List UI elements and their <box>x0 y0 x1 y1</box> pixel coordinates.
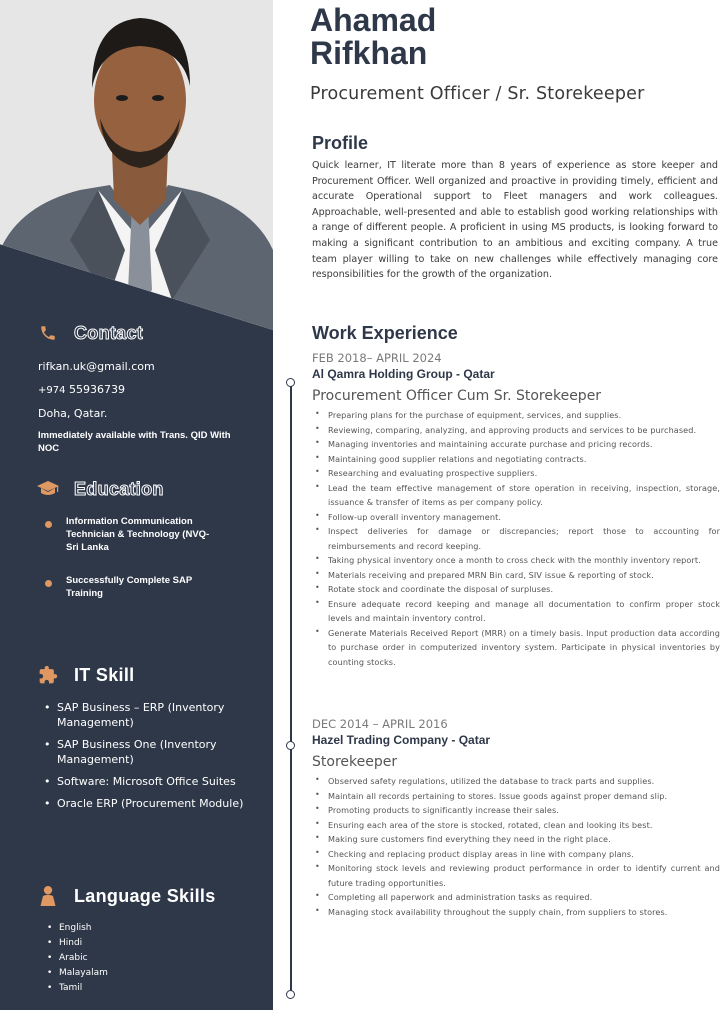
timeline-dot <box>286 378 295 387</box>
list-item: • Promoting products to significantly increase their sales. <box>312 803 720 818</box>
list-item: • Managing stock availability throughout the supply chain, from suppliers to stores. <box>312 905 720 920</box>
contact-title: Contact <box>74 322 144 343</box>
list-item: • Tamil <box>59 981 273 996</box>
list-item: • Rotate stock and coordinate the disposal of surpluses. <box>312 582 720 597</box>
contact-section <box>0 322 273 455</box>
list-item: • Maintaining good supplier relations and negotiating contracts. <box>312 452 720 467</box>
list-item: • Ensure adequate record keeping and manage all documentation to confirm proper stock levels and maintain inventory control. <box>312 597 720 626</box>
work-experience-heading: Work Experience <box>312 323 458 343</box>
profile-photo <box>0 0 273 330</box>
education-section <box>0 478 273 600</box>
list-item: • English <box>59 921 273 936</box>
list-item: • Making sure customers find everything they need in the right place. <box>312 832 720 847</box>
list-item: • Preparing plans for the purchase of equipment, services, and supplies. <box>312 408 720 423</box>
job-company: Hazel Trading Company - Qatar <box>312 733 491 747</box>
timeline-dot <box>286 990 295 999</box>
phone-icon <box>36 322 60 344</box>
contact-heading <box>36 322 273 344</box>
language-list <box>0 921 273 996</box>
it-skill-heading <box>36 664 273 686</box>
list-item: • Maintain all records pertaining to stores. Issue goods against proper demand slip. <box>312 789 720 804</box>
list-item: • Generate Materials Received Report (MRR) on a timely basis. Input production data according to purchase order in computerized inventory system. Participate in physical inventories by counting stocks. <box>312 626 720 670</box>
list-item: • Malayalam <box>59 966 273 981</box>
education-heading <box>36 478 273 500</box>
list-item: • Software: Microsoft Office Suites <box>57 774 247 789</box>
contact-phone[interactable] <box>38 382 273 398</box>
list-item: • Follow-up overall inventory management. <box>312 510 720 525</box>
job-dates: DEC 2014 – APRIL 2016 <box>312 717 448 731</box>
job-entry <box>312 350 720 669</box>
list-item: • Researching and evaluating prospective suppliers. <box>312 466 720 481</box>
language-title: Language Skills <box>74 885 216 906</box>
language-section <box>0 885 273 996</box>
it-skill-section <box>0 664 273 818</box>
list-item: • Completing all paperwork and administration tasks as required. <box>312 890 720 905</box>
list-item: • Lead the team effective management of store operation in receiving, inspection, storage, issuance & transfer of items as per company policy. <box>312 481 720 510</box>
availability-note: Immediately available with Trans. QID With NOC <box>38 430 231 454</box>
name-last: Rifkhan <box>310 35 428 71</box>
puzzle-icon <box>36 664 60 686</box>
job-duties <box>312 408 720 669</box>
profile-text: Quick learner, IT literate more than 8 years of experience as store keeper and Procurement Officer. Well organized and proactive in providing timely, efficient and accurate Operational support to Fleet managers and work colleagues. Approachable, well-presented and able to establish good working relationships with a range of different people. A proficient in using MS products, is looking forward to making a significant contribution to an ambitious and exciting company. A true team player willing to take on new challenges while effectively managing core responsibilities for the growth of the organization. <box>312 160 718 281</box>
list-item: • SAP Business – ERP (Inventory Management) <box>57 700 247 730</box>
job-role: Procurement Officer / Sr. Storekeeper <box>310 84 645 104</box>
language-heading <box>36 885 273 907</box>
job-dates: FEB 2018– APRIL 2024 <box>312 351 442 365</box>
job-title: Storekeeper <box>312 754 398 770</box>
education-item: Successfully Complete SAP Training <box>66 574 216 600</box>
job-company: Al Qamra Holding Group - Qatar <box>312 367 495 381</box>
list-item: • Inspect deliveries for damage or discrepancies; report those to accounting for reimbursements and record keeping. <box>312 524 720 553</box>
list-item: • Oracle ERP (Procurement Module) <box>57 796 247 811</box>
list-item: • SAP Business One (Inventory Management) <box>57 737 247 767</box>
job-title: Procurement Officer Cum Sr. Storekeeper <box>312 388 602 404</box>
graduation-cap-icon <box>36 478 60 500</box>
timeline-line <box>290 383 292 993</box>
job-entry <box>312 716 720 919</box>
timeline-dot <box>286 741 295 750</box>
it-skill-list <box>0 700 273 811</box>
list-item: • Reviewing, comparing, analyzing, and approving products and services to be purchased. <box>312 423 720 438</box>
phone-number: 55936739 <box>68 383 125 396</box>
candidate-name <box>310 4 436 70</box>
list-item: • Checking and replacing product display areas in line with company plans. <box>312 847 720 862</box>
education-item: Information Communication Technician & Technology (NVQ-Sri Lanka <box>66 515 216 554</box>
contact-location: Doha, Qatar. <box>38 407 108 420</box>
person-icon <box>36 885 60 907</box>
list-item: • Monitoring stock levels and reviewing product performance in order to identify current and future trading opportunities. <box>312 861 720 890</box>
job-duties <box>312 774 720 919</box>
it-skill-title: IT Skill <box>74 664 135 685</box>
list-item: • Managing inventories and maintaining accurate purchase and pricing records. <box>312 437 720 452</box>
list-item: • Taking physical inventory once a month to cross check with the monthly inventory report. <box>312 553 720 568</box>
list-item: • Arabic <box>59 951 273 966</box>
education-title: Education <box>74 478 164 499</box>
sidebar <box>0 0 273 1010</box>
list-item: • Ensuring each area of the store is stocked, rotated, clean and looking its best. <box>312 818 720 833</box>
list-item: • Observed safety regulations, utilized the database to track parts and supplies. <box>312 774 720 789</box>
phone-code: +974 <box>38 385 66 396</box>
contact-email[interactable]: rifkan.uk@gmail.com <box>38 360 155 373</box>
list-item: • Materials receiving and prepared MRN Bin card, SIV issue & reporting of stock. <box>312 568 720 583</box>
profile-heading: Profile <box>312 133 369 153</box>
portrait-illustration <box>0 0 273 330</box>
list-item: • Hindi <box>59 936 273 951</box>
name-first: Ahamad <box>310 2 437 38</box>
